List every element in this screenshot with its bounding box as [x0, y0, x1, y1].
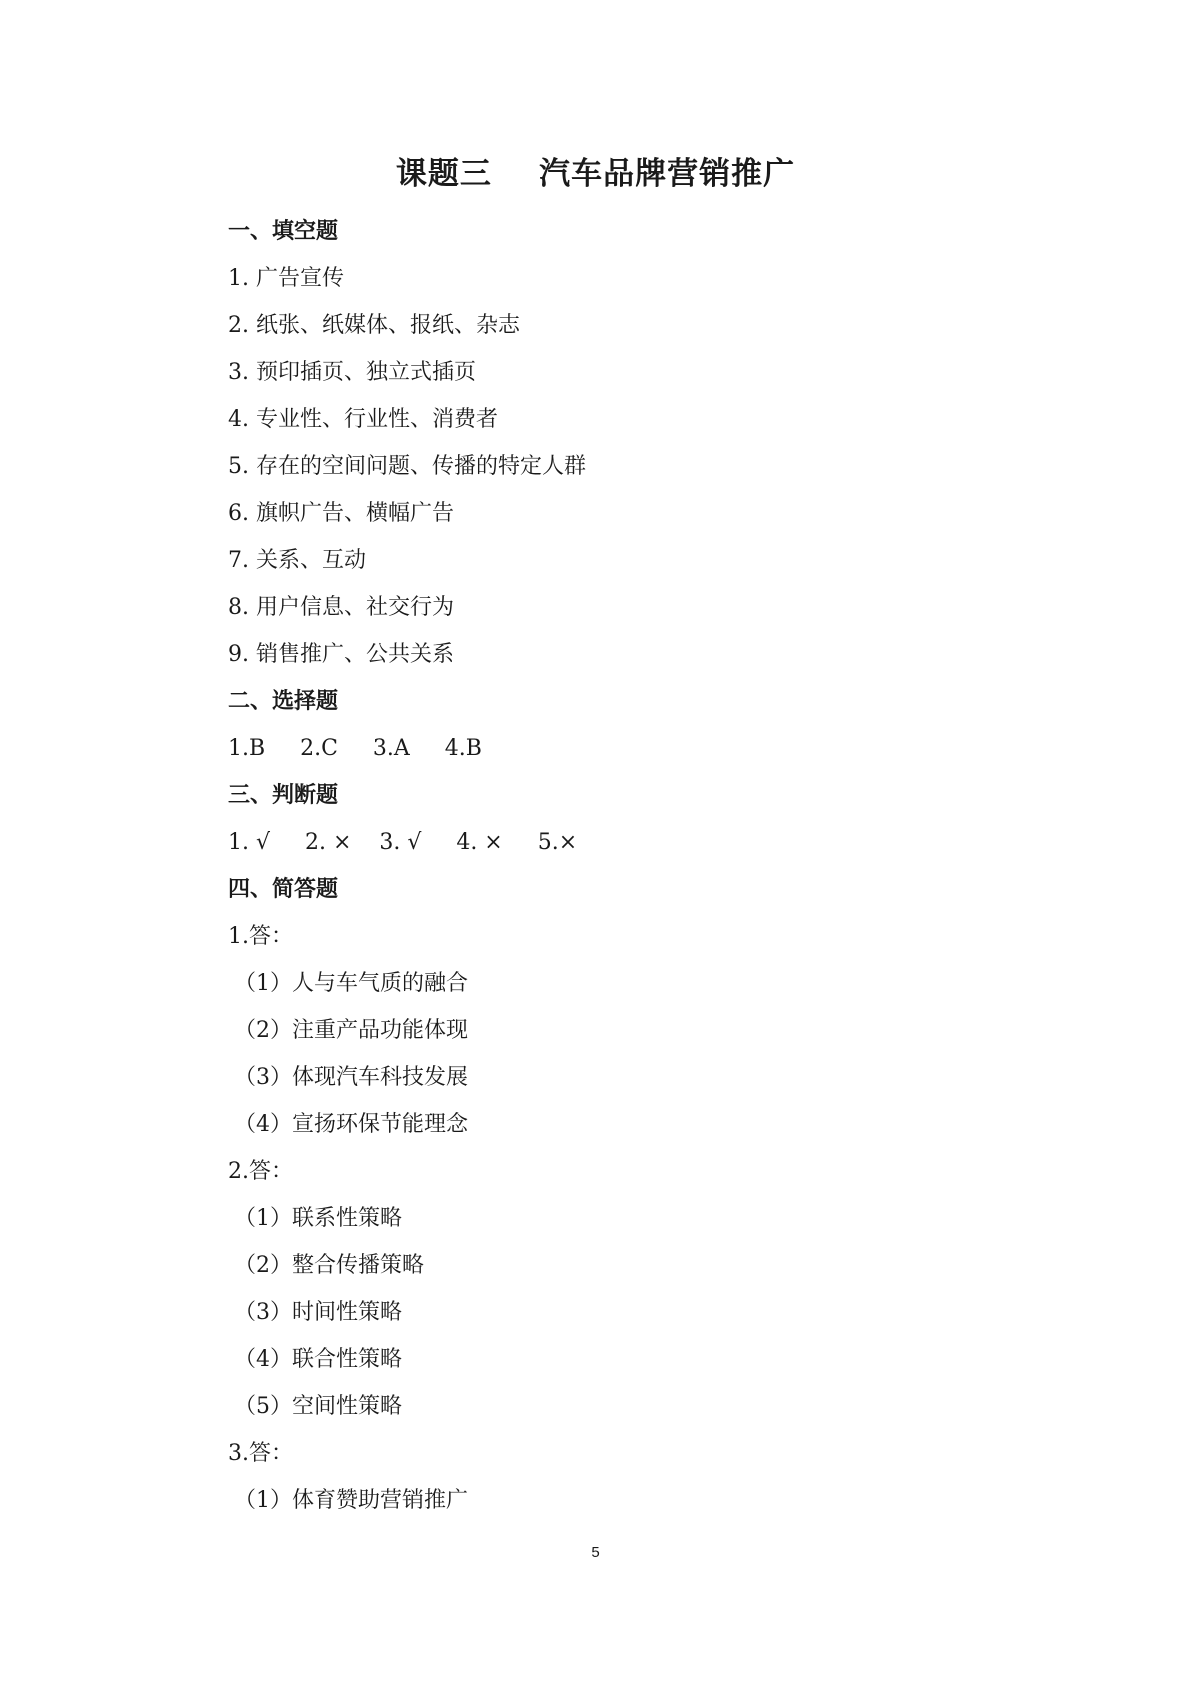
fill-blank-answer: 2. 纸张、纸媒体、报纸、杂志 [228, 313, 520, 338]
section-heading-true-false: 三、判断题 [228, 783, 339, 808]
true-false-answers: 1. √ 2. × 3. √ 4. × 5.× [228, 830, 578, 855]
page-number: 5 [591, 1544, 600, 1561]
fill-blank-answer: 6. 旗帜广告、横幅广告 [228, 501, 454, 526]
short-answer-point: （2）整合传播策略 [234, 1253, 424, 1278]
short-answer-point: （2）注重产品功能体现 [234, 1018, 468, 1043]
section-heading-short-answer: 四、简答题 [228, 877, 339, 902]
fill-blank-answer: 8. 用户信息、社交行为 [228, 595, 454, 620]
fill-blank-answer: 7. 关系、互动 [228, 548, 366, 573]
fill-blank-answer: 9. 销售推广、公共关系 [228, 642, 454, 667]
fill-blank-answer: 1. 广告宣传 [228, 266, 344, 291]
short-answer-point: （1）体育赞助营销推广 [234, 1488, 468, 1513]
short-answer-point: （3）体现汽车科技发展 [234, 1065, 468, 1090]
choice-answers: 1.B 2.C 3.A 4.B [228, 736, 482, 761]
short-answer-point: （1）联系性策略 [234, 1206, 402, 1231]
short-answer-point: （4）联合性策略 [234, 1347, 402, 1372]
section-heading-fill-blank: 一、填空题 [228, 219, 339, 244]
short-answer-point: （1）人与车气质的融合 [234, 971, 468, 996]
short-answer-label: 2.答： [228, 1159, 293, 1184]
section-heading-choice: 二、选择题 [228, 689, 339, 714]
fill-blank-answer: 3. 预印插页、独立式插页 [228, 360, 476, 385]
document-body [228, 208, 1128, 1524]
short-answer-point: （3）时间性策略 [234, 1300, 402, 1325]
short-answer-point: （5）空间性策略 [234, 1394, 402, 1419]
short-answer-label: 3.答： [228, 1441, 293, 1466]
short-answer-label: 1.答： [228, 924, 293, 949]
fill-blank-answer: 4. 专业性、行业性、消费者 [228, 407, 498, 432]
short-answer-point: （4）宣扬环保节能理念 [234, 1112, 468, 1137]
fill-blank-answer: 5. 存在的空间问题、传播的特定人群 [228, 454, 586, 479]
page-title: 课题三 汽车品牌营销推广 [395, 156, 796, 192]
